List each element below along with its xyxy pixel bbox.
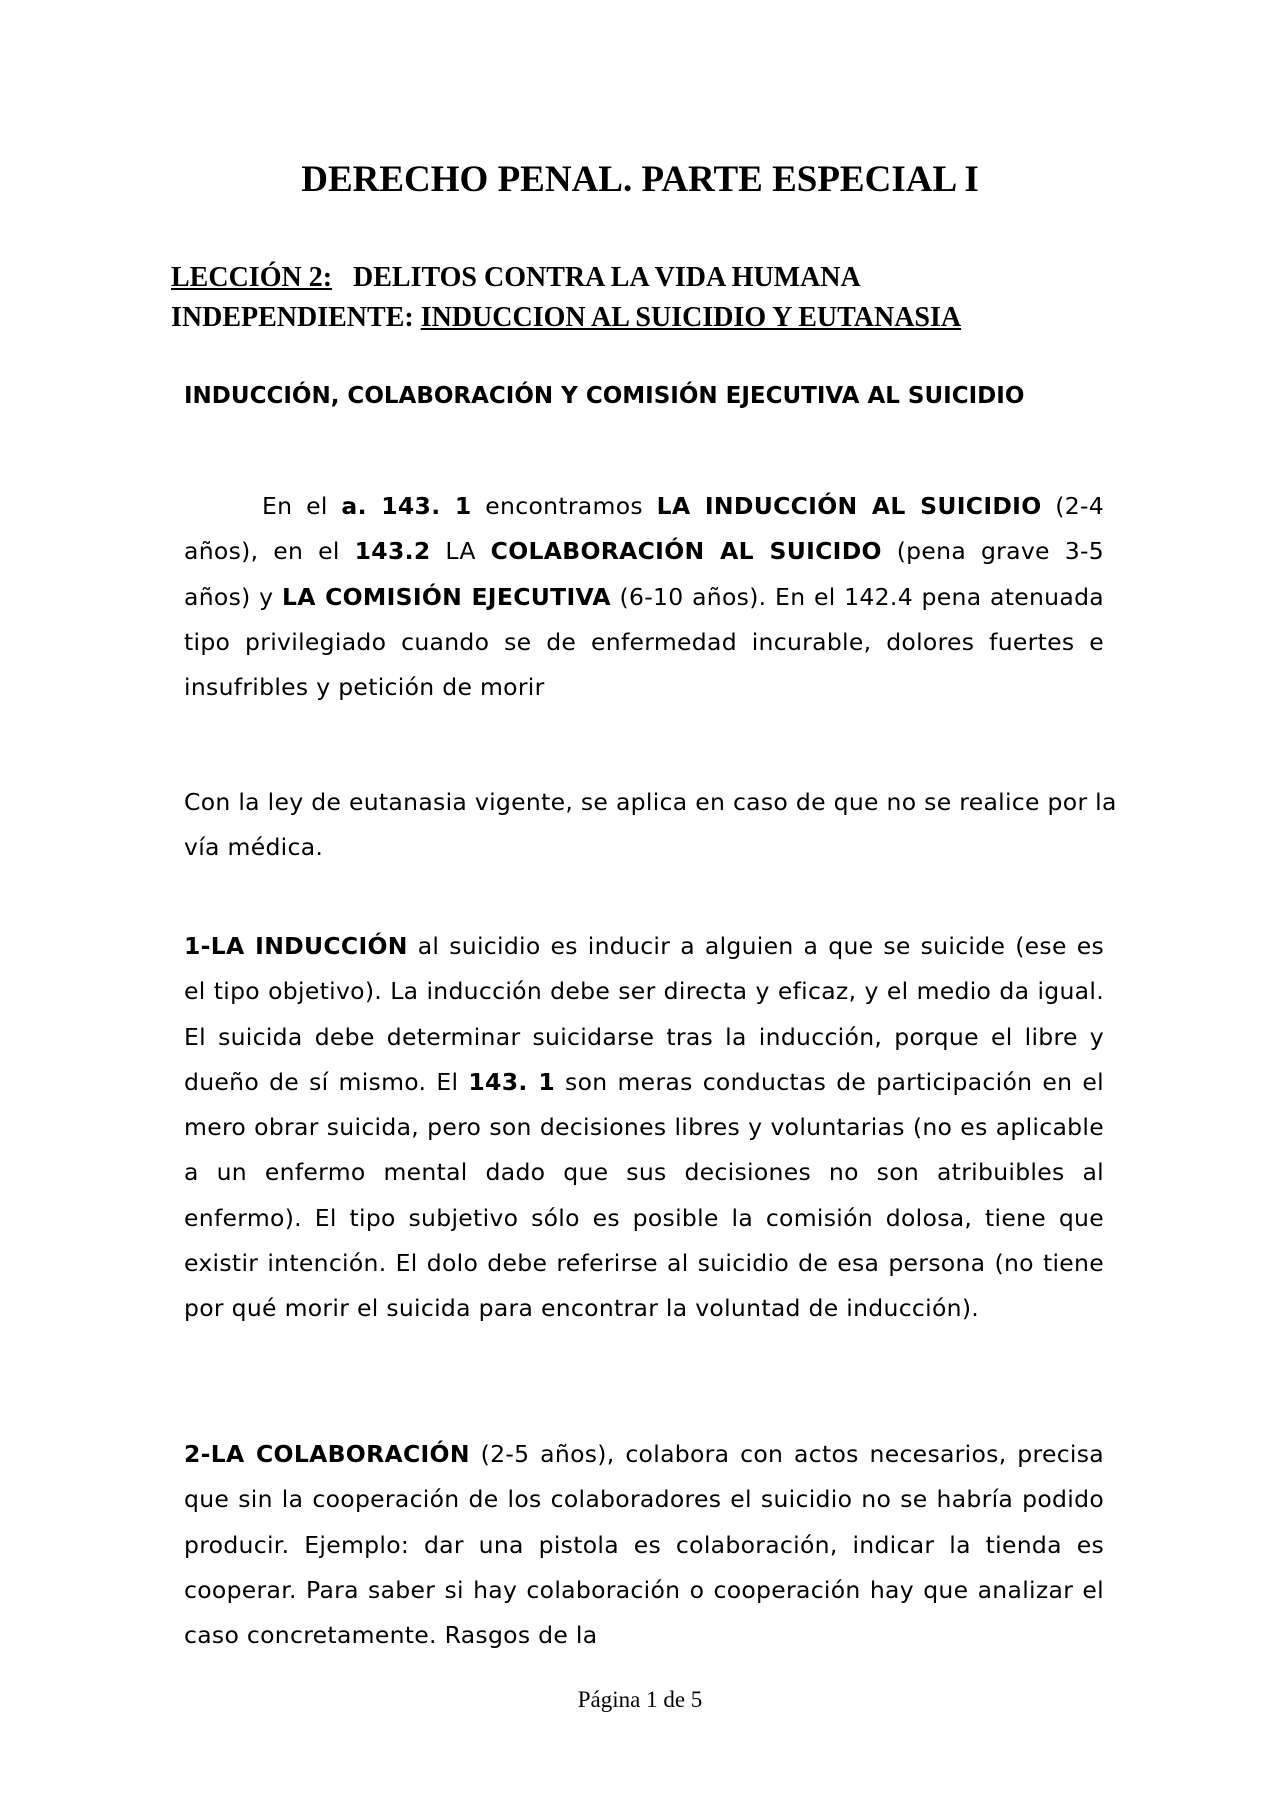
document-title: DERECHO PENAL. PARTE ESPECIAL I [301,159,979,200]
page-footer: Página 1 de 5 [577,1687,703,1712]
bold-run: 143. 1 [468,1067,555,1096]
paragraph-induction [184,924,1104,1332]
text-run: son meras conductas de participación en el mero obrar suicida, pero son decisiones libres y voluntarias (no es aplicable a un enfermo mental dado que sus decisiones no son atribuibles al enfermo). El tipo subjetivo sólo es posible la comisión dolosa, tiene que existir intención. El dolo debe referirse al suicidio de esa persona (no tiene por qué morir el suicida para encontrar la voluntad de inducción). [184,1067,1104,1323]
bold-run: LA INDUCCIÓN AL SUICIDIO [656,492,1042,520]
text-run: al suicidio es inducir a alguien a que se suicide (ese es el tipo objetivo). La inducción debe ser directa y eficaz, y el medio da igual. El suicida debe determinar suicidarse tras la inducción, porque el libre y dueño de sí mismo. El [184,932,1104,1096]
bold-run: 1-LA INDUCCIÓN [184,932,408,960]
text-run: (2-5 años), colabora con actos necesarios, precisa que sin la cooperación de los colaboradores el suicidio no se habría podido producir. Ejemplo: dar una pistola es colaboración, indicar la tienda es cooperar. Para saber si hay colaboración o cooperación hay que analizar el caso concretamente. Rasgos de la [184,1440,1104,1650]
lesson-title-prefix: INDEPENDIENTE: [171,302,414,333]
text-run: (2-4 años), en el [184,492,1104,566]
lesson-label: LECCIÓN 2: [171,262,333,293]
bold-run: a. 143. 1 [341,492,472,520]
text-run: encontramos [471,492,657,520]
bold-run: LA COMISIÓN EJECUTIVA [282,582,611,611]
bold-run: 2-LA COLABORACIÓN [184,1440,470,1468]
lesson-topic: INDUCCION AL SUICIDIO Y EUTANASIA [420,302,962,333]
text-run: (6-10 años). En el 142.4 pena atenuada tipo privilegiado cuando se de enfermedad incurable, dolores fuertes e insufribles y petición de morir [184,582,1104,702]
paragraph-articles [184,484,1104,710]
paragraph-collaboration [184,1432,1104,1658]
paragraph-euthanasia-law: Con la ley de eutanasia vigente, se aplica en caso de que no se realice por la vía médica. [184,788,1117,862]
text-run: En el [262,492,342,520]
bold-run: COLABORACIÓN AL SUICIDO [490,537,882,566]
text-run: LA [430,537,491,566]
bold-run: 143.2 [354,537,431,566]
text-run: (pena grave 3-5 años) y [184,537,1105,611]
lesson-title-line1: DELITOS CONTRA LA VIDA HUMANA [353,262,861,293]
lesson-heading [171,258,1131,338]
section-heading: INDUCCIÓN, COLABORACIÓN Y COMISIÓN EJECUTIVA AL SUICIDIO [184,383,1025,409]
